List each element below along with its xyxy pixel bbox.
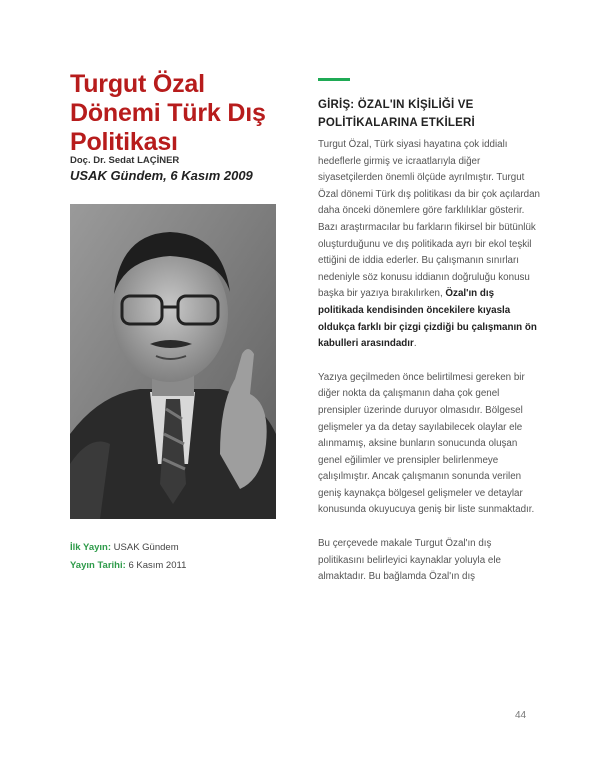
publication-date-value: 6 Kasım 2011 bbox=[128, 560, 187, 571]
first-publication-label: İlk Yayın: bbox=[70, 542, 112, 553]
author-surname: LAÇİNER bbox=[137, 155, 180, 166]
publication-date bbox=[70, 560, 186, 571]
author-name: Doç. Dr. Sedat bbox=[70, 155, 138, 166]
article-title: Turgut Özal Dönemi Türk Dış Politikası bbox=[70, 70, 266, 156]
author-line bbox=[70, 155, 179, 166]
body-text: . bbox=[413, 338, 417, 350]
first-publication-value: USAK Gündem bbox=[113, 542, 179, 553]
publication-date-label: Yayın Tarihi: bbox=[70, 560, 126, 571]
accent-divider bbox=[318, 78, 350, 81]
body-paragraph bbox=[318, 137, 540, 353]
body-text: Turgut Özal, Türk siyasi hayatına çok iddialı hedeflerle girmiş ve icraatlarıyla diğer siyasetçilerden önemli ölçüde ayrılmıştır. Turgut Özal dönemi Türk dış politikası da bir çok açılardan daha önceki dönemlere göre farklılıklar gösterir. Bazı araştırmacılar bu farkların fikirsel bir bütünlük oluşturduğunu ve dış politikada ayrı bir ekol teşkil ettiğini de iddia ederler. Bu çalışmanın sınırları nedeniyle söz konusu iddianın doğruluğu konusu başka bir yazıya bırakılırken, bbox=[318, 139, 540, 300]
first-publication bbox=[70, 542, 179, 553]
body-paragraph: Yazıya geçilmeden önce belirtilmesi gereken bir diğer nokta da çalışmanın daha çok genel prensipler üzerinde duruyor olmasıdır. Bölgesel gelişmeler ya da detay sayılabilecek olaylar ele alınmamış, aksine bunların sonucunda oluşan genel eğilimler ve prensipler belirlenmeye çalışılmıştır. Ancak çalışmanın sonunda verilen geniş kaynakça bölgesel gelişmeler ve detaylar konusunda okuyucuya geniş bir liste sunmaktadır. bbox=[318, 371, 535, 516]
portrait-photo bbox=[70, 204, 276, 519]
article-body bbox=[318, 137, 540, 603]
page-number: 44 bbox=[515, 710, 527, 721]
section-heading: GİRİŞ: ÖZAL'IN KİŞİLİĞİ VE POLİTİKALARINA ETKİLERİ bbox=[318, 99, 475, 129]
body-paragraph: Bu çerçevede makale Turgut Özal'ın dış politikasını belirleyici kaynaklar yoluyla ele almaktadır. Bu bağlamda Özal'ın dış bbox=[318, 538, 501, 583]
body-emphasis: Özal'ın dış politikada kendisinden öncekilere kıyasla oldukça farklı bir çizgi çizdiği bu çalışmanın ön kabulleri arasındadır bbox=[318, 288, 537, 350]
article-source: USAK Gündem, 6 Kasım 2009 bbox=[70, 168, 253, 183]
